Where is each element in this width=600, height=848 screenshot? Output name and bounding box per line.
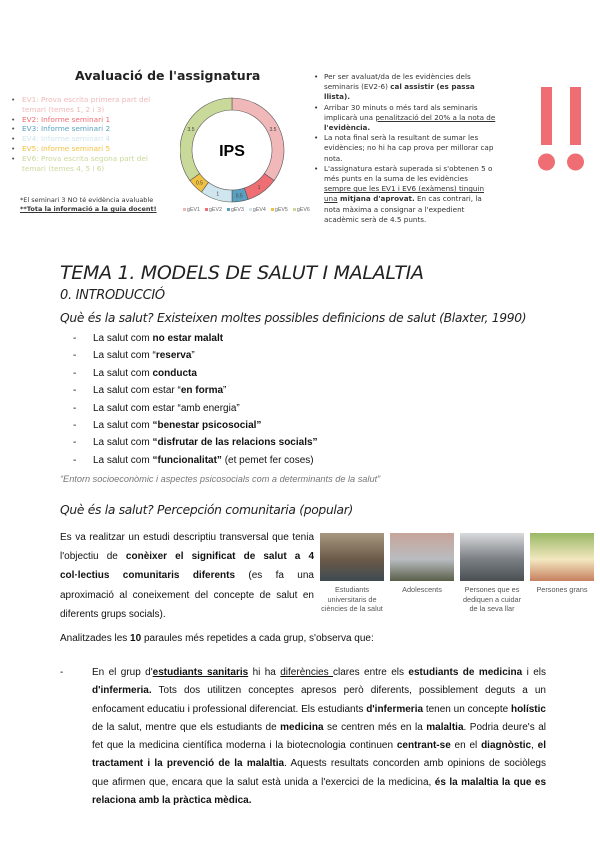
group-figure (388, 533, 456, 614)
evaluation-rules-list (312, 72, 497, 225)
definition-item (73, 333, 318, 350)
donut-slice-ev6 (180, 98, 232, 181)
text-segment: La salut com (93, 367, 153, 379)
text-segment: en el (450, 740, 482, 752)
donut-value-label: 0.5 (235, 193, 243, 200)
rule-item (312, 133, 497, 164)
text-segment: “benestar psicosocial” (152, 419, 262, 431)
text-segment: el tractament i la prevenció de la malaltia (92, 740, 546, 770)
evaluation-item: • EV5: Informe seminari 5 (8, 144, 158, 154)
text-segment: és la malaltia la que es relaciona amb la pràctica mèdica. (92, 776, 547, 807)
group-caption: Estudiants universitaris de ciències de la salut (321, 585, 383, 613)
legend-swatch (249, 208, 252, 211)
evaluation-item: • EV4: Informe seminari 4 (8, 134, 158, 144)
legend-entry (271, 207, 288, 213)
evaluation-items-list (8, 95, 158, 173)
definition-item (73, 350, 318, 367)
text-segment: Es va realitzar un estudi descriptiu transversal que tenia l'objectiu de (60, 532, 314, 563)
donut-value-label: 1 (216, 191, 220, 198)
group-photo (460, 533, 524, 581)
text-segment: En cas contrari, la nota màxima a consignar a l'expedient acadèmic serà de 4.5 punts. (324, 194, 482, 224)
legend-entry (293, 207, 310, 213)
definition-item (73, 403, 318, 420)
legend-label: gEV3 (230, 207, 244, 213)
text-segment: conducta (152, 367, 197, 379)
question-heading-1: Què és la salut? Existeixen moltes possibles definicions de salut (Blaxter, 1990) (60, 311, 527, 325)
text-segment: reserva (155, 350, 192, 362)
donut-value-label: 1 (257, 185, 261, 192)
text-segment: ” (191, 350, 195, 362)
text-segment: Per ser avaluat/da de les evidències dels seminaris (EV2-6) (324, 72, 471, 92)
section-title: 0. INTRODUCCIÓ (60, 288, 165, 303)
evaluation-title: Avaluació de l'assignatura (75, 68, 261, 83)
question-heading-2: Què és la salut? Percepción comunitaria (popular) (60, 503, 354, 517)
text-segment: 10 (130, 633, 142, 644)
study-paragraph (60, 528, 314, 624)
analysis-intro (60, 633, 374, 644)
group-caption: Adolescents (402, 585, 442, 594)
text-segment: diferències (280, 667, 333, 678)
text-segment: paraules més repetides a cada grup, s'observa que: (141, 633, 374, 644)
donut-slice-ev1 (232, 98, 284, 181)
page-title: TEMA 1. MODELS DE SALUT I MALALTIA (60, 262, 424, 284)
text-segment: En el grup d' (92, 667, 153, 678)
text-segment: , (531, 740, 538, 752)
legend-label: gEV4 (252, 207, 266, 213)
evaluation-item: • EV2: Informe seminari 1 (8, 115, 158, 125)
text-segment: La salut com “ (93, 350, 156, 362)
legend-label: gEV6 (296, 207, 310, 213)
legend-entry (205, 207, 222, 213)
definition-item (73, 455, 318, 472)
text-segment: se centren més en la (323, 721, 427, 733)
group-photo (530, 533, 594, 581)
text-segment: La nota final serà la resultant de sumar les evidències; no hi ha cap prova per millorar cap nota. (324, 133, 494, 163)
evaluation-footnotes (20, 196, 157, 214)
text-segment: . Podria deure's al fet que la medicina científica moderna i la biotecnologia continuen (92, 721, 546, 752)
group-figure (318, 533, 386, 614)
group-caption: Persones que es dediquen a cuidar de la seva llar (462, 585, 521, 613)
group-figure (528, 533, 596, 614)
footnote-seminar: *El seminari 3 NO té evidència avaluable (20, 196, 154, 204)
text-segment: Analitzades les (60, 633, 131, 644)
text-segment: L'assignatura estarà superada si s'obtenen 5 o més punts en la suma de les evidències (324, 163, 493, 184)
donut-legend (183, 207, 310, 213)
text-segment: l'evidència. (324, 123, 371, 133)
group-photo (390, 533, 454, 581)
text-segment: La salut com estar “amb energia” (93, 402, 240, 414)
legend-label: gEV1 (187, 207, 200, 213)
rule-item (312, 164, 497, 225)
evaluation-item: • EV1: Prova escrita primera part del temari (temes 1, 2 i 3) (8, 95, 158, 115)
legend-swatch (205, 208, 208, 211)
legend-label: gEV2 (208, 207, 222, 213)
footnote-guide: **Tota la informació a la guia docent! (20, 205, 157, 213)
definition-item (73, 420, 318, 437)
text-segment: tenen un concepte (423, 703, 511, 715)
evaluation-donut-chart (180, 95, 285, 205)
donut-value-label: 0.5 (195, 180, 203, 187)
text-segment: clares entre els (333, 667, 409, 678)
text-segment: Tots dos utilitzen conceptes apresos però diferents, possiblement deguts a un enfocament educatiu i professional diferenciat. Els estudiants (92, 685, 546, 715)
definition-item (73, 368, 318, 385)
legend-swatch (183, 208, 186, 211)
text-segment: en forma (180, 385, 224, 397)
text-segment: “disfrutar de las relacions socials” (152, 437, 318, 449)
donut-value-label: 3.5 (269, 127, 277, 134)
text-segment: de la salut, mentre que els estudiants de (92, 721, 281, 733)
text-segment: Arribar 30 minuts o més tard als seminaris implicarà una (324, 102, 478, 122)
text-segment: medicina (280, 721, 324, 733)
group-caption: Persones grans (536, 585, 588, 594)
text-segment: diagnòstic (481, 740, 532, 752)
legend-label: gEV5 (274, 207, 288, 213)
legend-entry (249, 207, 266, 213)
group-images (318, 533, 596, 614)
quote: “Entorn socioeconòmic i aspectes psicosocials com a determinants de la salut” (60, 474, 381, 484)
legend-entry (227, 207, 244, 213)
text-segment: holístic (510, 703, 546, 715)
text-segment: i els (522, 667, 546, 678)
text-segment: no estar malalt (152, 333, 224, 344)
text-segment: estudiants sanitaris (152, 667, 249, 678)
donut-center-title: IPS (219, 143, 245, 160)
legend-swatch (293, 208, 296, 211)
donut-value-label: 3.5 (187, 127, 195, 134)
definition-item (73, 385, 318, 402)
text-segment: cal assistir (es passa llista). (324, 82, 475, 102)
rule-item (312, 72, 497, 103)
evaluation-item: • EV3: Informe seminari 2 (8, 124, 158, 134)
legend-swatch (227, 208, 230, 211)
text-segment: . Aquests resultats concorden amb opinions de sociòlegs que afirmen que, encara que la salut està unida a l'exercici de la medicina, (92, 758, 546, 788)
text-segment: hi ha (248, 667, 281, 678)
health-definitions-list (73, 333, 318, 472)
text-segment: penalització del 20% a la nota de (375, 112, 496, 122)
analysis-paragraph (92, 664, 546, 810)
text-segment: d'infermeria (366, 703, 424, 715)
text-segment: sempre que les EV1 i EV6 (exàmens) tinguin una (324, 184, 485, 204)
text-segment: ” (223, 385, 227, 397)
text-segment: mitjana d'aprovat. (337, 194, 415, 204)
text-segment: conèixer el significat de salut a 4 col·lectius comunitaris diferents (60, 551, 315, 582)
text-segment: (et pemet fer coses) (221, 454, 314, 466)
rule-item (312, 103, 497, 134)
group-figure (458, 533, 526, 614)
double-exclamation-icon (538, 87, 588, 177)
text-segment: malaltia (426, 721, 464, 733)
text-segment: La salut com estar “ (93, 385, 181, 397)
text-segment: La salut com (93, 454, 153, 466)
legend-swatch (271, 208, 274, 211)
text-segment: (es fa una aproximació al coneixement del concepte de salut en diferents grups socials). (60, 570, 314, 620)
text-segment: La salut com (93, 419, 153, 431)
text-segment: La salut com (93, 333, 153, 344)
text-segment: “funcionalitat” (152, 454, 222, 466)
group-photo (320, 533, 384, 581)
legend-entry (183, 207, 200, 213)
text-segment: centrant-se (396, 740, 451, 752)
text-segment: La salut com (93, 437, 153, 449)
text-segment: estudiants de medicina (408, 667, 523, 678)
evaluation-item: • EV6: Prova escrita segona part del temari (temes 4, 5 i 6) (8, 154, 158, 174)
text-segment: d'infermeria. (92, 685, 152, 697)
definition-item (73, 437, 318, 454)
